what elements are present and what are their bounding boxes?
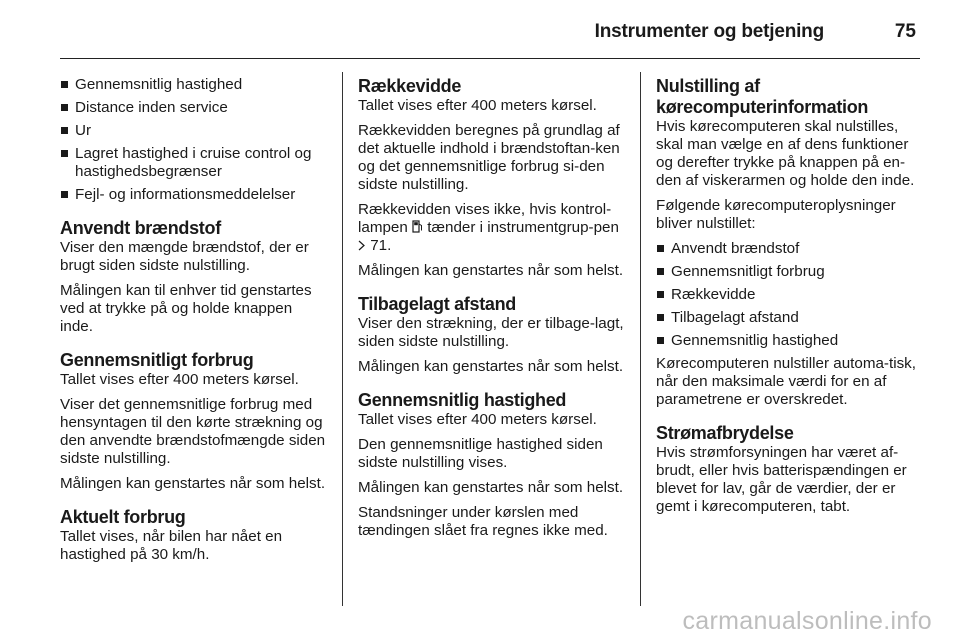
section-heading: Aktuelt forbrug xyxy=(60,507,186,527)
paragraph: Målingen kan genstartes når som helst. xyxy=(358,262,624,279)
paragraph: Hvis kørecomputeren skal nulstilles, skal man vælge en af dens funktioner og derefter trykke på knappen på en-den af viskerarmen og holde den inde. xyxy=(656,118,915,189)
paragraph: Målingen kan til enhver tid genstartes ved at trykke på og holde knappen inde. xyxy=(60,282,312,335)
list-item: Distance inden service xyxy=(60,99,328,117)
page-header xyxy=(60,0,920,59)
section-stroemafbrydelse xyxy=(656,423,922,516)
text-fragment: tænder i instrumentgrup-pen xyxy=(427,219,619,236)
watermark-text: carmanualsonline.info xyxy=(682,607,932,635)
page-title: Instrumenter og betjening xyxy=(594,21,824,42)
section-heading: Rækkevidde xyxy=(358,76,462,96)
list-item: Rækkevidde xyxy=(656,286,922,304)
section-aktuelt-forbrug xyxy=(60,507,328,564)
section-raekkevidde xyxy=(358,76,626,280)
paragraph: Tallet vises efter 400 meters kørsel. xyxy=(60,371,299,388)
column-1 xyxy=(60,76,328,571)
section-nulstilling xyxy=(656,76,922,409)
text-fragment: Rækkevidden vises ikke, hvis kontrol-lampen xyxy=(358,201,612,236)
bullet-list xyxy=(60,76,328,204)
page-number: 75 xyxy=(894,21,916,42)
paragraph: Viser den mængde brændstof, der er brugt siden sidste nulstilling. xyxy=(60,239,309,274)
list-item: Fejl- og informationsmeddelelser xyxy=(60,186,328,204)
paragraph: Målingen kan genstartes når som helst. xyxy=(358,358,624,375)
section-heading: Anvendt brændstof xyxy=(60,218,221,238)
paragraph: Hvis strømforsyningen har været af-brudt, eller hvis batterispændingen er blevet for lav, går de værdier, der er gemt i kørecomputeren, tabt. xyxy=(656,444,907,515)
paragraph: Tallet vises efter 400 meters kørsel. xyxy=(358,97,597,114)
paragraph: Målingen kan genstartes når som helst. xyxy=(358,479,624,496)
paragraph: Kørecomputeren nulstiller automa-tisk, når den maksimale værdi for en af parametrene er overskredet. xyxy=(656,355,916,408)
section-gennemsnitlig-hastighed xyxy=(358,390,626,540)
paragraph: Den gennemsnitlige hastighed siden sidste nulstilling vises. xyxy=(358,436,603,471)
section-gennemsnitligt-forbrug xyxy=(60,350,328,493)
list-item: Anvendt brændstof xyxy=(656,240,922,258)
section-heading: Strømafbrydelse xyxy=(656,423,794,443)
paragraph: Tallet vises efter 400 meters kørsel. xyxy=(358,411,597,428)
page-reference: 71. xyxy=(370,237,392,254)
list-item: Gennemsnitligt forbrug xyxy=(656,263,922,281)
page-reference-arrow-icon xyxy=(358,237,366,255)
column-divider xyxy=(342,72,343,606)
column-divider xyxy=(640,72,641,606)
list-item: Tilbagelagt afstand xyxy=(656,309,922,327)
bullet-list xyxy=(656,240,922,350)
list-item: Lagret hastighed i cruise control og hastighedsbegrænser xyxy=(60,145,328,181)
section-heading: Tilbagelagt afstand xyxy=(358,294,516,314)
list-item: Gennemsnitlig hastighed xyxy=(656,332,922,350)
paragraph: Standsninger under kørslen med tændingen slået fra regnes ikke med. xyxy=(358,504,608,539)
paragraph: Målingen kan genstartes når som helst. xyxy=(60,475,326,492)
paragraph: Rækkevidden beregnes på grundlag af det aktuelle indhold i brændstoftan-ken og det gennemsnitlige forbrug si-den sidste nulstilling. xyxy=(358,122,620,193)
paragraph: Følgende kørecomputeroplysninger bliver nulstillet: xyxy=(656,197,896,232)
section-tilbagelagt-afstand xyxy=(358,294,626,376)
paragraph: Tallet vises, når bilen har nået en hastighed på 30 km/h. xyxy=(60,528,283,563)
section-heading: Gennemsnitlig hastighed xyxy=(358,390,567,410)
section-heading: Gennemsnitligt forbrug xyxy=(60,350,254,370)
paragraph xyxy=(358,201,626,255)
section-anvendt-braendstof xyxy=(60,218,328,336)
paragraph: Viser den strækning, der er tilbage-lagt, siden sidste nulstilling. xyxy=(358,315,624,350)
column-2 xyxy=(358,76,626,547)
list-item: Gennemsnitlig hastighed xyxy=(60,76,328,94)
list-item: Ur xyxy=(60,122,328,140)
section-heading: Nulstilling af kørecomputerinformation xyxy=(656,76,869,117)
fuel-warning-lamp-icon xyxy=(412,219,423,237)
column-3 xyxy=(656,76,922,523)
paragraph: Viser det gennemsnitlige forbrug med hensyntagen til den kørte strækning og den anvendte brændstofmængde siden sidste nulstilling. xyxy=(60,396,326,467)
